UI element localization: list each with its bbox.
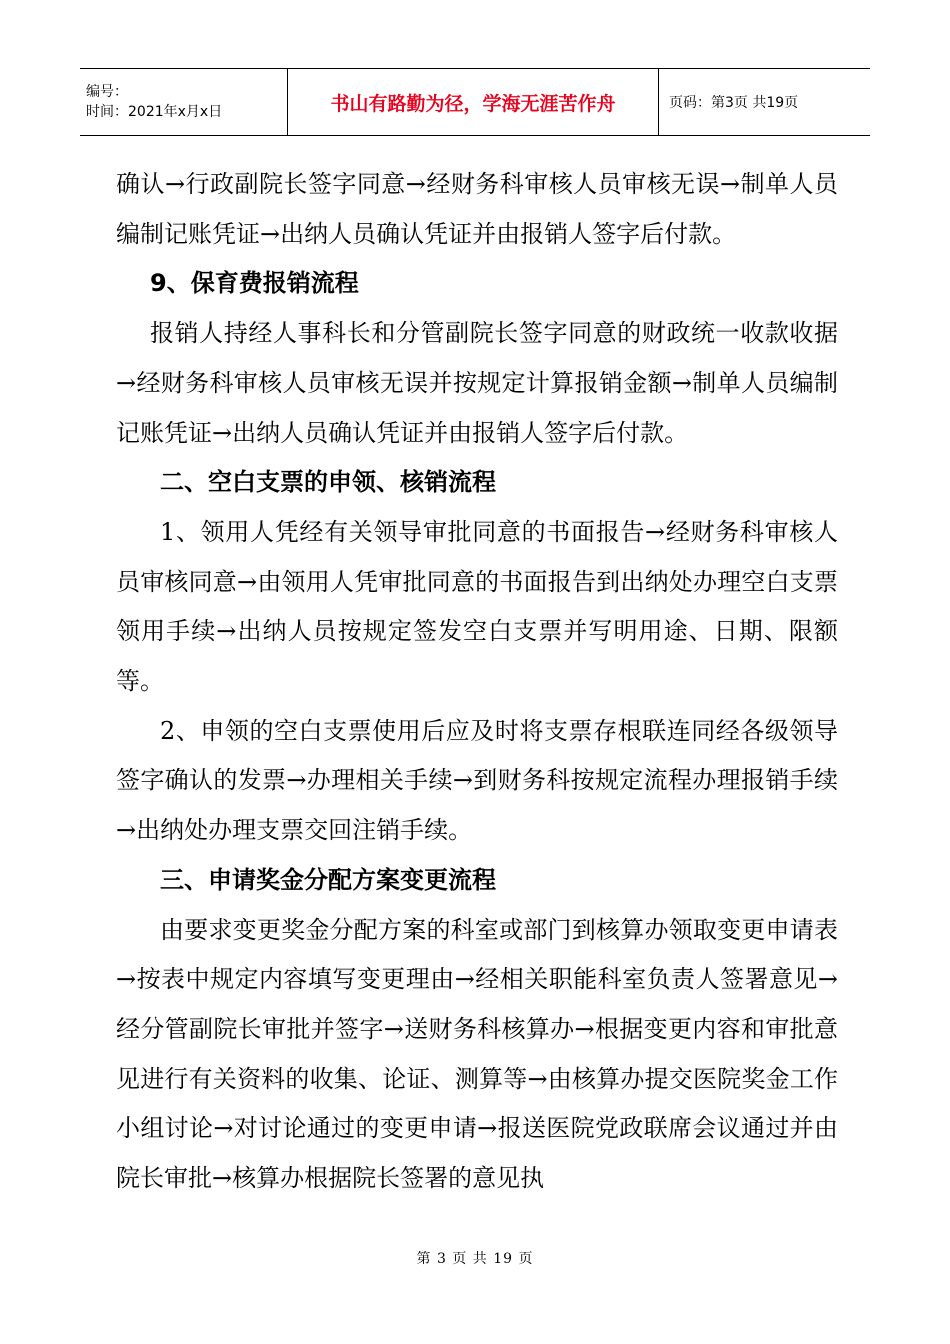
header-motto-cell [288,69,659,136]
time-label: 时间：2021年x月x日 [86,104,223,120]
header-meta-cell [80,69,288,136]
number-label: 编号： [86,84,128,100]
page-footer: 第 3 页 共 19 页 [416,1251,534,1267]
paragraph: 确认→行政副院长签字同意→经财务科审核人员审核无误→制单人员编制记账凭证→出纳人员确认凭证并由报销人签字后付款。 [116,170,838,248]
paragraph: 由要求变更奖金分配方案的科室或部门到核算办领取变更申请表→按表中规定内容填写变更理由→经相关职能科室负责人签署意见→经分管副院长审批并签字→送财务科核算办→根据变更内容和审批意见进行有关资料的收集、论证、测算等→由核算办提交医院奖金工作小组讨论→对讨论通过的变更申请→报送医院党政联席会议通过并由院长审批→核算办根据院长签署的意见执 [116,915,838,1193]
document-body [116,160,838,1204]
paragraph: 1、领用人凭经有关领导审批同意的书面报告→经财务科审核人员审核同意→由领用人凭审批同意的书面报告到出纳处办理空白支票领用手续→出纳人员按规定签发空白支票并写明用途、日期、限额等。 [116,517,838,696]
paragraph: 2、申领的空白支票使用后应及时将支票存根联连同经各级领导签字确认的发票→办理相关手续→到财务科按规定流程办理报销手续→出纳处办理支票交回注销手续。 [116,716,838,845]
document-header [80,68,870,136]
section-heading: 9、保育费报销流程 [150,269,359,298]
motto-text: 书山有路勤为径，学海无涯苦作舟 [330,92,616,115]
paragraph: 报销人持经人事科长和分管副院长签字同意的财政统一收款收据→经财务科审核人员审核无误并按规定计算报销金额→制单人员编制记账凭证→出纳人员确认凭证并由报销人签字后付款。 [116,319,838,447]
section-heading: 三、申请奖金分配方案变更流程 [160,865,496,894]
header-page-cell [659,69,871,136]
page-info: 页码：第3页 共19页 [669,95,799,111]
section-heading: 二、空白支票的申领、核销流程 [160,468,496,497]
